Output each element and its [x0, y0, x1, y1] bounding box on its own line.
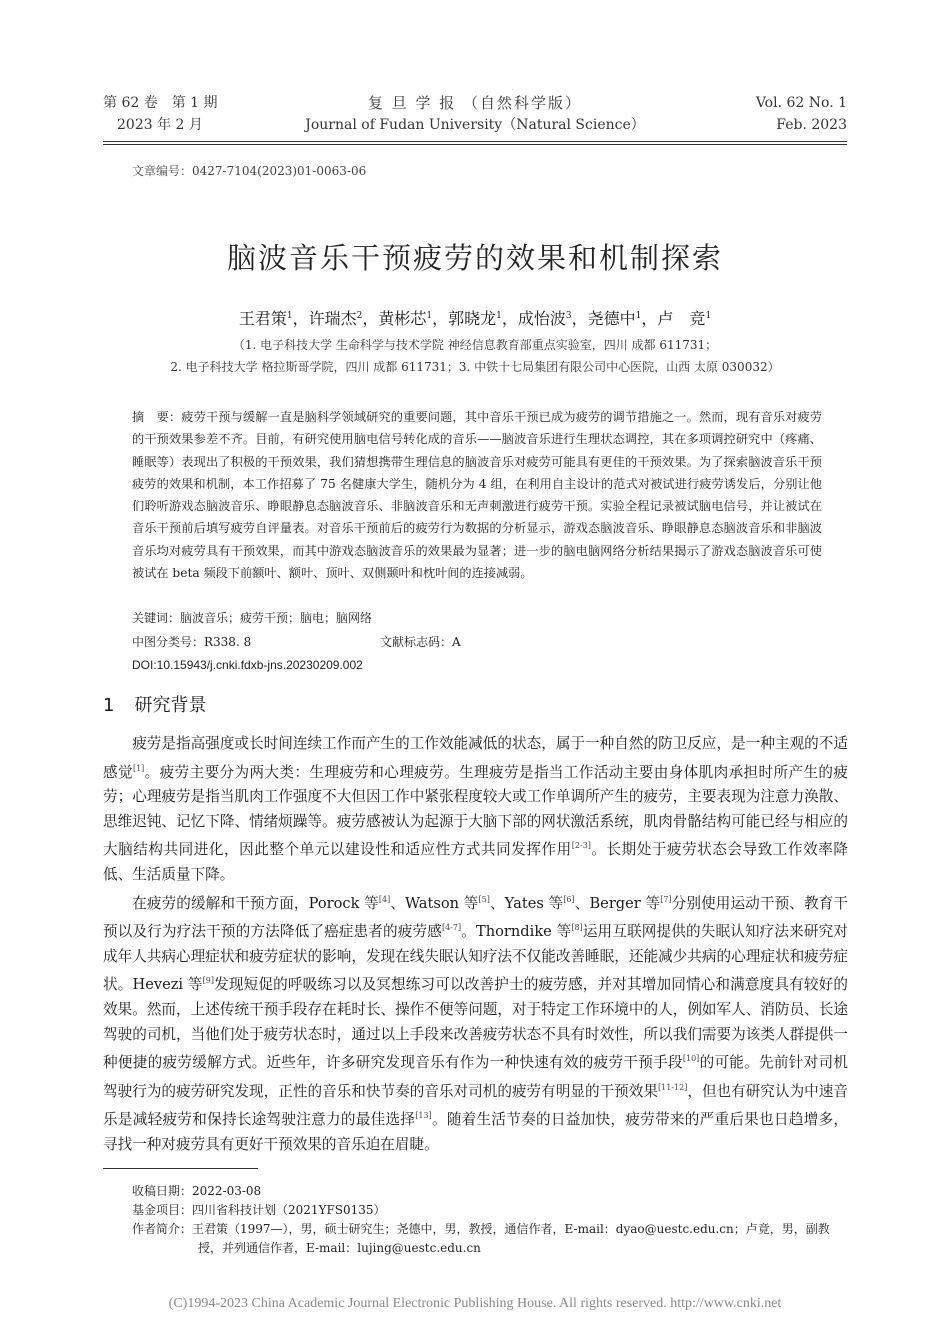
article-number: 文章编号：0427-7104(2023)01-0063-06 — [132, 164, 367, 178]
citation-ref[interactable]: [1] — [132, 763, 145, 773]
volume-issue: 第 62 卷 第 1 期 — [103, 95, 218, 111]
author-list — [0, 306, 950, 329]
journal-name-cn: 复 旦 学 报 （自然科学版） — [367, 94, 583, 112]
copyright-notice: (C)1994-2023 China Academic Journal Electronic Publishing House. All rights reserved. http://www.cnki.net — [168, 1296, 782, 1311]
author — [378, 309, 432, 328]
document-code: 文献标志码：A — [380, 635, 461, 649]
body-text-run: 。疲劳主要分为两大类：生理疲劳和心理疲劳。生理疲劳是指当工作活动主要由身体肌肉承担时所产生的疲劳；心理疲劳是指当肌肉工作强度不大但因工作中紧张程度较大或工作单调所产生的疲劳，主要表现为注意力涣散、思维迟钝、记忆下降、情绪烦躁等。疲劳感被认为起源于大脑下部的网状激活系统，肌肉骨骼结构可能已经与相应的大脑结构共同进化，因此整个单元以建设性和适应性方式共同发挥作用 — [103, 763, 848, 859]
author — [239, 309, 293, 328]
body-text-run: 、Yates 等 — [489, 894, 564, 912]
author-affiliation-mark: 1 — [635, 311, 642, 321]
paper-title: 脑波音乐干预疲劳的效果和机制探索 — [226, 241, 723, 275]
author-separator: ， — [362, 309, 379, 328]
author-affiliation-mark: 1 — [496, 311, 502, 321]
citation-ref[interactable]: [4-7] — [442, 923, 462, 933]
author-separator: ， — [432, 309, 449, 328]
citation-ref[interactable]: [5] — [478, 894, 490, 904]
section-number: 1 — [103, 695, 115, 716]
footnote-author-bio: 作者简介：王君策（1997—），男，硕士研究生；尧德中，男，教授，通信作者，E-mail：dyao@uestc.edu.cn；卢竟，男，副教授，并列通信作者，E-mail：lujing@uestc.edu.cn — [132, 1222, 830, 1255]
body-text-run: 发现短促的呼吸练习以及冥想练习可以改善护士的疲劳感，并对其增加同情心和满意度具有较好的效果。然而，上述传统干预手段存在耗时长、操作不便等问题，对于特定工作环境中的人，例如军人、消防员、长途驾驶的司机，当他们处于疲劳状态时，通过以上手段来改善疲劳状态不具有时效性，所以我们需要为该类人群提供一种便捷的疲劳缓解方式。近些年，许多研究发现音乐有作为一种快速有效的疲劳干预手段 — [103, 976, 848, 1072]
author — [448, 309, 502, 328]
keywords: 关键词：脑波音乐；疲劳干预；脑电；脑网络 — [132, 611, 373, 625]
footnote-rule — [103, 1168, 258, 1169]
citation-ref[interactable]: [10] — [682, 1054, 700, 1064]
header-rule-bottom — [103, 144, 847, 145]
author-affiliation-mark: 3 — [565, 311, 572, 321]
volume-en: Vol. 62 No. 1 — [755, 95, 847, 111]
body-text-run: 、Berger 等 — [574, 894, 661, 912]
author-separator: ， — [292, 309, 309, 328]
body-text — [103, 732, 848, 1158]
abstract-label: 摘 要： — [132, 410, 182, 424]
clc-number: 中图分类号：R338. 8 — [132, 635, 252, 649]
citation-ref[interactable]: [4] — [378, 894, 391, 904]
body-text-run: 的可能。先前针对司机驾驶行为的疲劳研究发现，正性的音乐和快节奏的音乐对司机的疲劳有明显的干预效果 — [103, 1054, 848, 1100]
author-separator: ， — [571, 309, 588, 328]
author-name: 尧德中 — [587, 309, 636, 328]
author — [588, 309, 642, 328]
author-separator: ， — [641, 309, 658, 328]
running-header-center — [300, 92, 650, 136]
author-affiliation-mark: 1 — [705, 311, 712, 321]
citation-ref[interactable]: [2-3] — [571, 841, 591, 851]
author-name: 卢 竞 — [657, 309, 706, 328]
body-text-run: ，但也有研究认为中速音乐是减轻疲劳和保持长途驾驶注意力的最佳选择 — [103, 1082, 848, 1129]
running-header-right — [756, 92, 847, 136]
abstract — [132, 406, 822, 584]
body-text-run: 疲劳是指高强度或长时间连续工作而产生的工作效能减低的状态，属于一种自然的防卫反应，是一种主观的不适感觉 — [103, 735, 848, 781]
author-name: 成怡波 — [517, 309, 566, 328]
body-text-run: 运用互联网提供的失眠认知疗法来研究对成年人共病心理症状和疲劳症状的影响，发现在线失眠认知疗法不仅能改善睡眠，还能减少共病的心理症状和疲劳症状。Hevezi 等 — [103, 923, 848, 994]
citation-ref[interactable]: [8] — [571, 923, 583, 933]
body-text-run: 。长期处于疲劳状态会导致工作效率降低、生活质量下降。 — [103, 841, 848, 883]
author — [518, 309, 572, 328]
body-text-run: 。Thorndike 等 — [461, 923, 572, 941]
section-heading — [103, 691, 206, 717]
section-title: 研究背景 — [134, 695, 207, 716]
author-name: 王君策 — [238, 309, 287, 328]
citation-ref[interactable]: [13] — [415, 1111, 432, 1121]
date-en: Feb. 2023 — [776, 117, 847, 133]
author-separator: ， — [501, 309, 518, 328]
paragraph-1 — [103, 732, 848, 888]
body-text-run: 、Watson 等 — [390, 894, 479, 912]
footnote-received: 收稿日期：2022-03-08 — [132, 1184, 262, 1198]
author-name: 许瑞杰 — [308, 309, 357, 328]
author — [309, 309, 363, 328]
citation-ref[interactable]: [9] — [202, 976, 214, 986]
author — [657, 309, 711, 328]
author-name: 郭晓龙 — [448, 309, 497, 328]
date-cn: 2023 年 2 月 — [117, 117, 203, 133]
author-affiliation-mark: 1 — [286, 311, 293, 321]
body-text-run: 分别使用运动干预、教育干预以及行为疗法干预的方法降低了癌症患者的疲劳感 — [103, 894, 848, 941]
author-affiliation-mark: 2 — [356, 311, 363, 321]
citation-ref[interactable]: [11-12] — [658, 1082, 688, 1092]
doi[interactable]: DOI:10.15943/j.cnki.fdxb-jns.20230209.002 — [132, 658, 363, 672]
abstract-text: 疲劳干预与缓解一直是脑科学领域研究的重要问题，其中音乐干预已成为疲劳的调节措施之一。然而，现有音乐对疲劳的干预效果参差不齐。目前，有研究使用脑电信号转化成的音乐——脑波音乐进行生理状态调控，其在多项调控研究中（疼痛、睡眠等）表现出了积极的干预效果，我们猜想携带生理信息的脑波音乐对疲劳可能具有更佳的干预效果。为了探索脑波音乐干预疲劳的效果和机制，本工作招募了 75 名健康大学生，随机分为 4 组，在利用自主设计的范式对被试进行疲劳诱发后，分别让他们聆听游戏态脑波音乐、睁眼静息态脑波音乐、非脑波音乐和无声刺激进行疲劳干预。实验全程记录被试脑电信号，并让被试在音乐干预前后填写疲劳自评量表。对音乐干预前后的疲劳行为数据的分析显示，游戏态脑波音乐、睁眼静息态脑波音乐和非脑波音乐均对疲劳具有干预效果，而其中游戏态脑波音乐的效果最为显著；进一步的脑电脑网络分析结果揭示了游戏态脑波音乐可使被试在 beta 频段下前额叶、额叶、顶叶、双侧颞叶和枕叶间的连接减弱。 — [132, 410, 823, 581]
footnote-fund: 基金项目：四川省科技计划（2021YFS0135） — [132, 1203, 386, 1217]
author-affiliation-mark: 1 — [426, 311, 433, 321]
affiliation-line-2: 2. 电子科技大学 格拉斯哥学院，四川 成都 611731；3. 中铁十七局集团有限公司中心医院，山西 太原 030032） — [170, 360, 780, 374]
header-rule-top — [103, 141, 847, 142]
paragraph-2 — [103, 888, 848, 1158]
journal-name-en: Journal of Fudan University（Natural Science） — [305, 117, 645, 133]
running-header-left — [103, 92, 218, 136]
citation-ref[interactable]: [7] — [660, 894, 672, 904]
body-text-run: 。随着生活节奏的日益加快，疲劳带来的严重后果也日趋增多，寻找一种对疲劳具有更好干预效果的音乐迫在眉睫。 — [103, 1111, 848, 1153]
citation-ref[interactable]: [6] — [563, 894, 575, 904]
author-name: 黄彬芯 — [378, 309, 427, 328]
body-text-run: 在疲劳的缓解和干预方面，Porock 等 — [132, 894, 379, 912]
affiliation-line-1: （1. 电子科技大学 生命科学与技术学院 神经信息教育部重点实验室，四川 成都 611731； — [232, 338, 718, 352]
